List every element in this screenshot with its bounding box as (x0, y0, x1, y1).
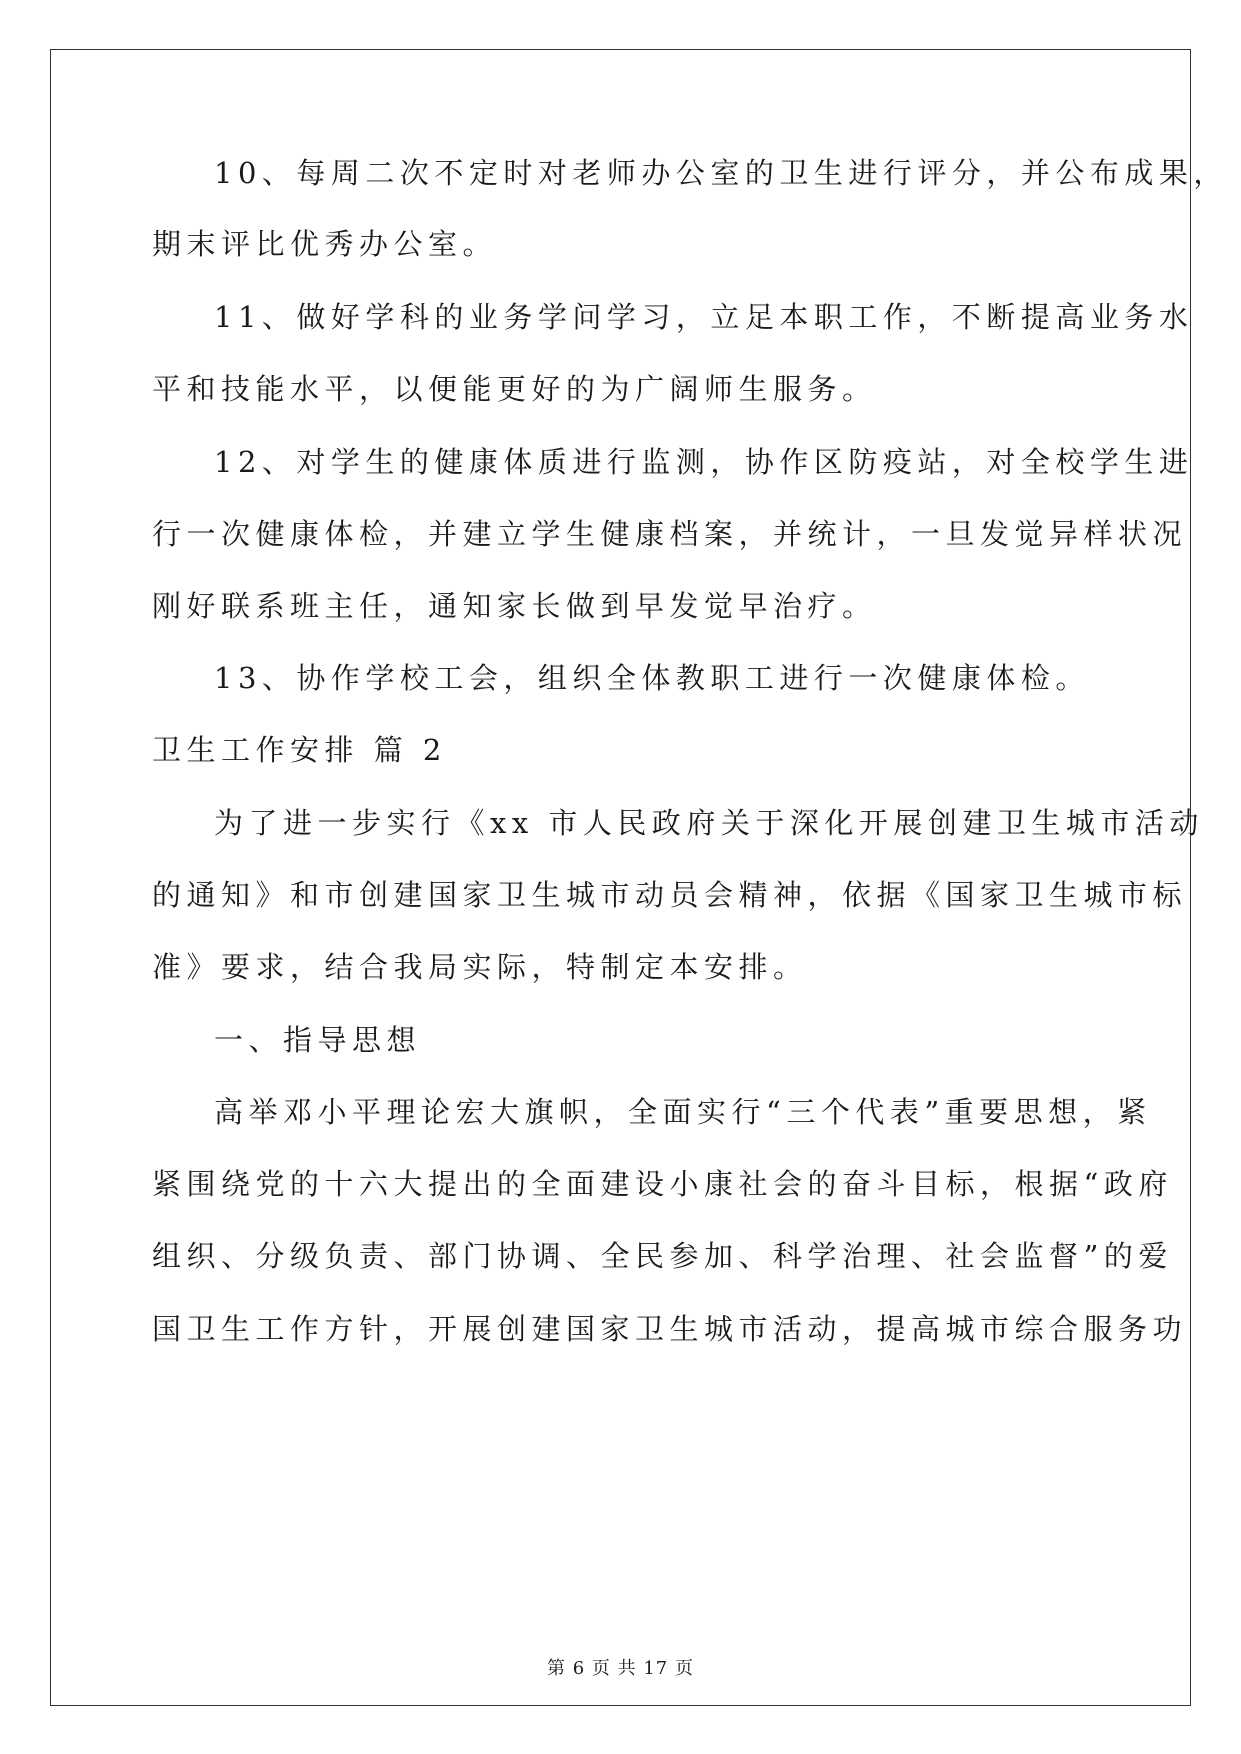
page-number: 第 6 页 共 17 页 (547, 1658, 694, 1679)
paragraph-line: 11、做好学科的业务学问学习，立足本职工作，不断提高业务水 (214, 300, 1194, 334)
paragraph-line: 刚好联系班主任，通知家长做到早发觉早治疗。 (152, 589, 877, 623)
subsection-heading: 一、指导思想 (214, 1023, 422, 1057)
paragraph-line: 组织、分级负责、部门协调、全民参加、科学治理、社会监督”的爱 (152, 1239, 1173, 1273)
paragraph-line: 13、协作学校工会，组织全体教职工进行一次健康体检。 (214, 661, 1090, 695)
paragraph-line: 国卫生工作方针，开展创建国家卫生城市活动，提高城市综合服务功 (152, 1312, 1188, 1346)
paragraph-line: 为了进一步实行《xx 市人民政府关于深化开展创建卫生城市活动 (214, 806, 1204, 840)
paragraph-line: 期末评比优秀办公室。 (152, 227, 498, 261)
paragraph-line: 的通知》和市创建国家卫生城市动员会精神，依据《国家卫生城市标 (152, 878, 1188, 912)
section-heading: 卫生工作安排 篇 2 (152, 733, 447, 767)
paragraph-line: 10、每周二次不定时对老师办公室的卫生进行评分，并公布成果， (214, 156, 1228, 190)
paragraph-line: 行一次健康体检，并建立学生健康档案，并统计，一旦发觉异样状况 (152, 517, 1188, 551)
paragraph-line: 准》要求，结合我局实际，特制定本安排。 (152, 950, 808, 984)
paragraph-line: 平和技能水平，以便能更好的为广阔师生服务。 (152, 372, 877, 406)
paragraph-line: 紧围绕党的十六大提出的全面建设小康社会的奋斗目标，根据“政府 (152, 1167, 1173, 1201)
paragraph-line: 12、对学生的健康体质进行监测，协作区防疫站，对全校学生进 (214, 445, 1194, 479)
paragraph-line: 高举邓小平理论宏大旗帜，全面实行“三个代表”重要思想，紧 (214, 1095, 1152, 1129)
